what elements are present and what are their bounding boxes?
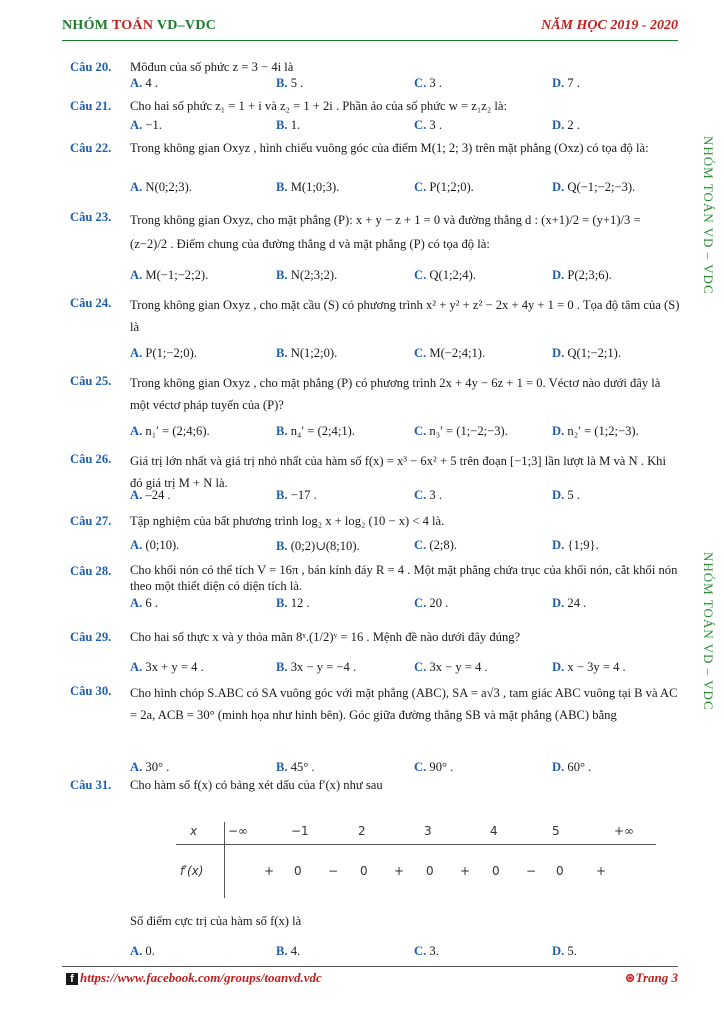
answer-text: (0;10). (145, 538, 180, 552)
answer-option[interactable] (276, 424, 355, 439)
answer-letter: C. (414, 268, 427, 282)
answer-text: M(−1;−2;2). (145, 268, 209, 282)
question-number: Câu 23. (70, 210, 112, 224)
answer-letter: D. (552, 180, 565, 194)
answer-text: 45° . (290, 760, 315, 774)
answer-text: 3x − y = −4 . (290, 660, 357, 674)
answer-option[interactable] (130, 538, 179, 553)
question-text: Trong không gian Oxyz , cho mặt cầu (S) có phương trình x² + y² + z² − 2x + 4y + 1 = 0 . Tọa độ tâm của (S) là (130, 298, 680, 334)
answer-text: 1. (290, 118, 301, 132)
answer-text: 24 . (567, 596, 587, 610)
answer-option[interactable] (276, 118, 300, 133)
answer-option[interactable] (414, 424, 508, 439)
answer-letter: D. (552, 488, 565, 502)
answer-text: Q(1;−2;1). (567, 346, 622, 360)
answer-text: 3x + y = 4 . (145, 660, 204, 674)
answer-text: P(1;−2;0). (145, 346, 197, 360)
answer-text: 3x − y = 4 . (429, 660, 488, 674)
answer-text: −17 . (290, 488, 317, 502)
answer-option[interactable] (552, 760, 591, 775)
answer-text: n₂′ = (1;2;−3). (567, 424, 639, 438)
answer-text: 4 . (145, 76, 158, 90)
answer-option[interactable] (276, 346, 337, 361)
sign: 0 (426, 864, 434, 878)
sign: − (328, 864, 339, 878)
question-29 (70, 628, 690, 646)
answer-letter: A. (130, 180, 143, 194)
x-value: 3 (424, 824, 432, 838)
answer-option[interactable] (130, 944, 155, 959)
answer-option[interactable] (130, 268, 208, 283)
answer-option[interactable] (414, 118, 442, 133)
answer-text: 6 . (145, 596, 158, 610)
answer-letter: A. (130, 944, 143, 958)
sign: + (596, 864, 607, 878)
table-fprime-label: f′(x) (180, 864, 204, 878)
answer-letter: B. (276, 488, 288, 502)
answer-text: n₁′ = (2;4;6). (145, 424, 210, 438)
sign: 0 (556, 864, 564, 878)
answer-text: 3 . (429, 118, 442, 132)
x-value: +∞ (614, 824, 635, 838)
x-value: 5 (552, 824, 560, 838)
answer-text: 3. (429, 944, 439, 958)
answer-text: 4. (290, 944, 301, 958)
question-text: Cho khối nón có thể tích V = 16π , bán kính đáy R = 4 . Một mặt phẳng chứa trục của khối nón, cắt khối nón theo một thiết diện có diện tích là. (130, 563, 678, 593)
answer-text: 30° . (145, 760, 170, 774)
answer-letter: B. (276, 346, 288, 360)
question-text: Trong không gian Oxyz, cho mặt phẳng (P): x + y − z + 1 = 0 và đường thẳng d : (x+1)/2 = (y+1)/3 = (z−2)/2 . Điểm chung của đường thẳng d và mặt phẳng (P) có tọa độ là: (130, 213, 641, 251)
answer-option[interactable] (276, 944, 300, 959)
question-23 (70, 208, 680, 256)
answer-option[interactable] (130, 424, 210, 439)
question-text: Tập nghiệm của bất phương trình log₂ x + log₂ (10 − x) < 4 là. (130, 514, 445, 528)
question-31-followup (70, 912, 690, 930)
answer-option[interactable] (552, 488, 580, 503)
answer-text: N(1;2;0). (290, 346, 338, 360)
question-text: Số điểm cực trị của hàm số f(x) là (130, 914, 302, 928)
answer-letter: B. (276, 760, 288, 774)
answer-option[interactable] (552, 538, 599, 553)
question-text: Giá trị lớn nhất và giá trị nhỏ nhất của hàm số f(x) = x³ − 6x² + 5 trên đoạn [−1;3] lần lượt là M và N . Khi đó giá trị M + N là. (130, 454, 666, 490)
question-number: Câu 30. (70, 684, 112, 698)
answer-letter: D. (552, 118, 565, 132)
answer-letter: C. (414, 118, 427, 132)
table-v-rule (224, 822, 225, 898)
question-31 (70, 776, 690, 794)
answer-letter: B. (276, 268, 288, 282)
answer-text: Q(−1;−2;−3). (567, 180, 636, 194)
answer-text: 90° . (429, 760, 454, 774)
answer-text: N(0;2;3). (145, 180, 192, 194)
answer-letter: D. (552, 944, 565, 958)
answer-option[interactable] (552, 660, 626, 675)
answer-letter: D. (552, 76, 565, 90)
sign: + (264, 864, 275, 878)
answer-letter: C. (414, 596, 427, 610)
answer-letter: D. (552, 660, 565, 674)
answer-letter: B. (276, 539, 288, 553)
sign: + (394, 864, 405, 878)
question-number: Câu 26. (70, 452, 112, 466)
question-text: Môđun của số phức z = 3 − 4i là (130, 60, 294, 74)
page-number: ⊛Trang 3 (624, 970, 678, 985)
answer-letter: C. (414, 424, 427, 438)
answer-text: 20 . (429, 596, 449, 610)
answer-text: 7 . (567, 76, 580, 90)
answer-letter: D. (552, 596, 565, 610)
question-text: Cho hai số phức z₁ = 1 + i và z₂ = 1 + 2i . Phần ảo của số phức w = z₁z₂ là: (130, 99, 507, 113)
answer-option[interactable] (276, 760, 315, 775)
sign: 0 (492, 864, 500, 878)
answer-text: x − 3y = 4 . (567, 660, 626, 674)
answer-option[interactable] (414, 180, 474, 195)
answer-option[interactable] (130, 760, 169, 775)
answer-letter: D. (552, 346, 565, 360)
sign: 0 (360, 864, 368, 878)
answer-letter: B. (276, 596, 288, 610)
answer-text: (0;2)∪(8;10). (290, 539, 360, 553)
answer-text: 5 . (290, 76, 304, 90)
answer-letter: B. (276, 424, 288, 438)
question-21 (70, 97, 690, 115)
answer-text: n₄′ = (2;4;1). (290, 424, 355, 438)
answer-option[interactable] (276, 180, 339, 195)
page-header (62, 18, 678, 40)
answer-option[interactable] (276, 268, 337, 283)
question-number: Câu 28. (70, 564, 112, 578)
question-text: Trong không gian Oxyz , hình chiếu vuông góc của điểm M(1; 2; 3) trên mặt phẳng (Oxz) có tọa độ là: (130, 141, 649, 155)
answer-option[interactable] (552, 424, 639, 439)
side-watermark-1: NHÓM TOÁN VD – VDC (701, 136, 716, 295)
answer-letter: A. (130, 424, 143, 438)
question-number: Câu 25. (70, 374, 112, 388)
answer-text: M(1;0;3). (290, 180, 340, 194)
answer-letter: D. (552, 760, 565, 774)
answer-letter: A. (130, 76, 143, 90)
answer-option[interactable] (414, 76, 442, 91)
answer-option[interactable] (552, 944, 577, 959)
sign: 0 (294, 864, 302, 878)
question-28 (70, 562, 680, 594)
answer-text: 3 . (429, 488, 442, 502)
answer-letter: C. (414, 660, 427, 674)
answer-option[interactable] (552, 76, 580, 91)
answer-text: −1. (145, 118, 162, 132)
question-20 (70, 58, 690, 76)
answer-letter: C. (414, 760, 427, 774)
answer-letter: A. (130, 660, 143, 674)
answer-letter: A. (130, 538, 143, 552)
answer-letter: B. (276, 944, 288, 958)
answer-option[interactable] (414, 596, 448, 611)
answer-option[interactable] (552, 180, 635, 195)
question-text: Cho hàm số f(x) có bảng xét dấu của f′(x) như sau (130, 778, 383, 792)
question-number: Câu 22. (70, 141, 112, 155)
school-year: NĂM HỌC 2019 - 2020 (541, 18, 678, 33)
answer-option[interactable] (130, 118, 162, 133)
question-number: Câu 21. (70, 99, 112, 113)
answer-option[interactable] (414, 488, 442, 503)
question-number: Câu 31. (70, 778, 112, 792)
question-24 (70, 294, 680, 338)
answer-text: 0. (145, 944, 155, 958)
answer-letter: D. (552, 538, 565, 552)
answer-option[interactable] (552, 346, 621, 361)
sign-table (176, 820, 656, 900)
question-27 (70, 512, 690, 530)
answer-text: {1;9}. (567, 538, 599, 552)
question-text: Trong không gian Oxyz , cho mặt phẳng (P) có phương trình 2x + 4y − 6z + 1 = 0. Véctơ nào dưới đây là một véctơ pháp tuyến của (P)? (130, 376, 661, 412)
footer-url: https://www.facebook.com/groups/toanvd.vdc (80, 970, 322, 985)
footer-rule (62, 966, 678, 967)
answer-letter: C. (414, 488, 427, 502)
x-value: −∞ (228, 824, 249, 838)
header-rule (62, 40, 678, 41)
answer-option[interactable] (414, 268, 476, 283)
answer-text: P(2;3;6). (567, 268, 612, 282)
answer-option[interactable] (552, 596, 586, 611)
answer-option[interactable] (276, 488, 317, 503)
answer-option[interactable] (552, 118, 580, 133)
question-22 (70, 139, 680, 157)
answer-letter: B. (276, 76, 288, 90)
x-value: 4 (490, 824, 498, 838)
answer-text: 12 . (290, 596, 310, 610)
answer-letter: C. (414, 944, 427, 958)
question-30 (70, 682, 680, 726)
answer-letter: A. (130, 488, 143, 502)
answer-text: n₃′ = (1;−2;−3). (429, 424, 508, 438)
footer-link[interactable] (66, 970, 322, 986)
answer-text: 2 . (567, 118, 580, 132)
answer-option[interactable] (414, 760, 453, 775)
answer-option[interactable] (414, 346, 485, 361)
table-h-rule (176, 844, 656, 845)
facebook-icon: f (66, 973, 78, 985)
answer-option[interactable] (414, 944, 439, 959)
answer-letter: B. (276, 180, 288, 194)
answer-option[interactable] (276, 660, 356, 675)
answer-option[interactable] (276, 538, 360, 554)
answer-text: 60° . (567, 760, 592, 774)
answer-text: P(1;2;0). (429, 180, 474, 194)
answer-option[interactable] (130, 180, 192, 195)
answer-letter: D. (552, 268, 565, 282)
answer-text: 5 . (567, 488, 580, 502)
question-25 (70, 372, 680, 416)
answer-letter: A. (130, 760, 143, 774)
group-name: NHÓM TOÁN VD–VDC (62, 18, 217, 33)
answer-option[interactable] (276, 596, 310, 611)
answer-option[interactable] (130, 488, 171, 503)
answer-option[interactable] (130, 596, 158, 611)
answer-option[interactable] (552, 268, 612, 283)
answer-letter: A. (130, 596, 143, 610)
answer-option[interactable] (130, 660, 204, 675)
answer-option[interactable] (414, 538, 457, 553)
x-value: −1 (291, 824, 309, 838)
answer-letter: D. (552, 424, 565, 438)
answer-letter: B. (276, 118, 288, 132)
answer-letter: C. (414, 538, 427, 552)
answer-text: 3 . (429, 76, 442, 90)
answer-letter: C. (414, 180, 427, 194)
question-number: Câu 24. (70, 296, 112, 310)
answer-text: N(2;3;2). (290, 268, 338, 282)
answer-option[interactable] (130, 346, 197, 361)
answer-letter: B. (276, 660, 288, 674)
answer-text: M(−2;4;1). (429, 346, 486, 360)
x-value: 2 (358, 824, 366, 838)
question-number: Câu 20. (70, 60, 112, 74)
sign: + (460, 864, 471, 878)
answer-text: 5. (567, 944, 577, 958)
answer-letter: A. (130, 118, 143, 132)
answer-letter: A. (130, 268, 143, 282)
sign: − (526, 864, 537, 878)
answer-option[interactable] (130, 76, 158, 91)
question-text: Cho hình chóp S.ABC có SA vuông góc với mặt phẳng (ABC), SA = a√3 , tam giác ABC vuông tại B và AC = 2a, ACB = 30° (minh họa như hình bên). Góc giữa đường thẳng SB và mặt phẳng (ABC) bằng (130, 686, 678, 722)
side-watermark-2: NHÓM TOÁN VD – VDC (701, 552, 716, 711)
question-number: Câu 27. (70, 514, 112, 528)
question-number: Câu 29. (70, 630, 112, 644)
table-x-label: x (190, 824, 198, 838)
answer-text: –24 . (145, 488, 171, 502)
answer-text: (2;8). (429, 538, 458, 552)
question-text: Cho hai số thực x và y thỏa mãn 8ˣ.(1/2)ʸ = 16 . Mệnh đề nào dưới đây đúng? (130, 630, 521, 644)
answer-option[interactable] (414, 660, 488, 675)
answer-letter: C. (414, 76, 427, 90)
answer-letter: A. (130, 346, 143, 360)
answer-text: Q(1;2;4). (429, 268, 476, 282)
answer-letter: C. (414, 346, 427, 360)
answer-option[interactable] (276, 76, 303, 91)
